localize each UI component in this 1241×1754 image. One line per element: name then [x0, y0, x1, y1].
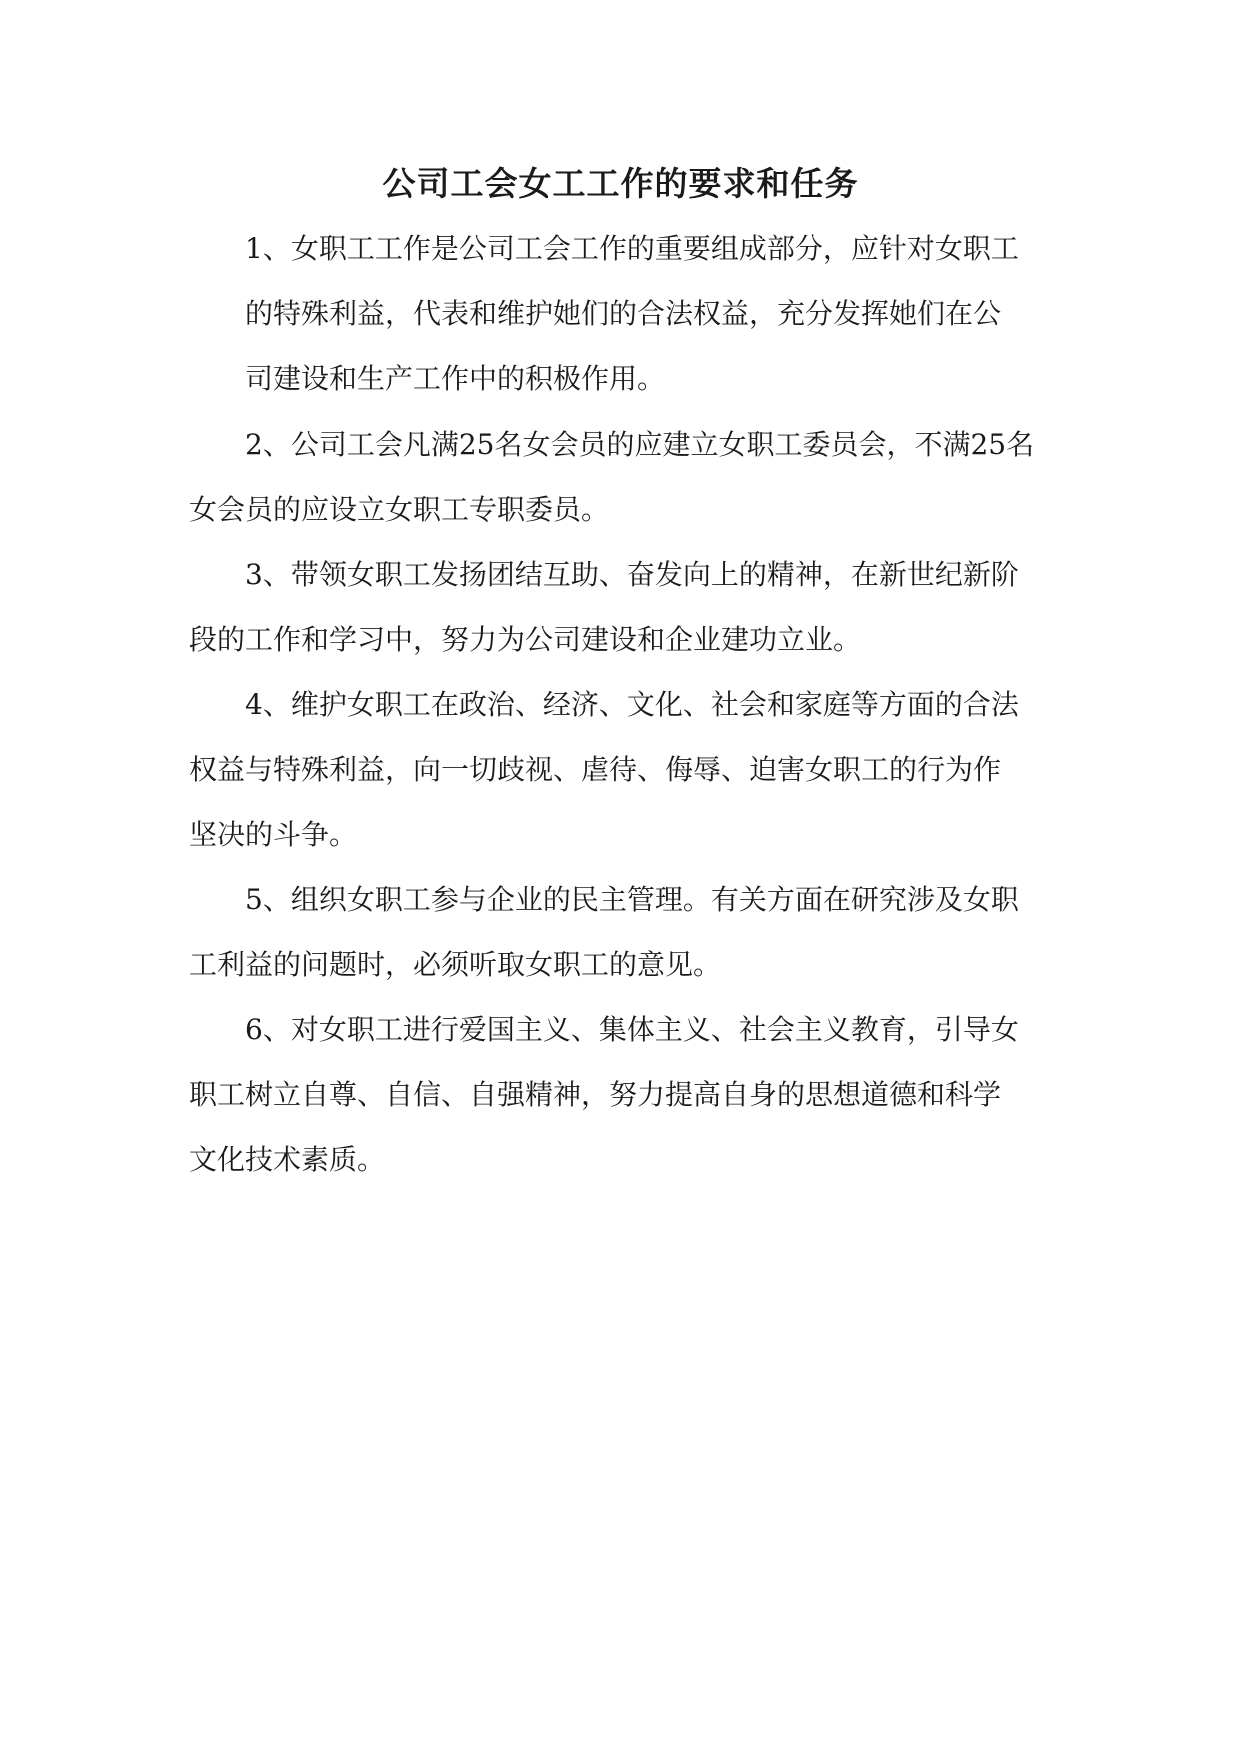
paragraph-line: 6、对女职工进行爱国主义、集体主义、社会主义教育，引导女: [245, 1013, 1019, 1046]
paragraph-line: 4、维护女职工在政治、经济、文化、社会和家庭等方面的合法: [245, 688, 1019, 721]
paragraph-line: 权益与特殊利益，向一切歧视、虐待、侮辱、迫害女职工的行为作: [189, 753, 1002, 786]
paragraph-line: 工利益的问题时，必须听取女职工的意见。: [189, 948, 722, 981]
paragraph-4: [189, 672, 1019, 867]
paragraph-line: 1、女职工工作是公司工会工作的重要组成部分，应针对女职工: [245, 232, 1019, 265]
paragraph-6: [189, 997, 1019, 1192]
paragraph-3: [189, 542, 1019, 672]
paragraph-2: [189, 412, 1034, 542]
paragraph-line: 段的工作和学习中，努力为公司建设和企业建功立业。: [189, 623, 862, 656]
paragraph-line: 职工树立自尊、自信、自强精神，努力提高自身的思想道德和科学: [189, 1078, 1002, 1111]
paragraph-line: 2、公司工会凡满25名女会员的应建立女职工委员会，不满25名: [245, 428, 1035, 461]
paragraph-5: [189, 867, 1019, 997]
paragraph-line: 文化技术素质。: [189, 1143, 386, 1176]
paragraph-line: 女会员的应设立女职工专职委员。: [189, 493, 610, 526]
paragraph-line: 坚决的斗争。: [189, 818, 358, 851]
paragraph-line: 司建设和生产工作中的积极作用。: [245, 362, 666, 395]
paragraph-line: 3、带领女职工发扬团结互助、奋发向上的精神，在新世纪新阶: [245, 558, 1019, 591]
paragraph-line: 的特殊利益，代表和维护她们的合法权益，充分发挥她们在公: [245, 297, 1002, 330]
paragraph-1: [245, 216, 1019, 411]
document-title: 公司工会女工工作的要求和任务: [382, 164, 859, 203]
paragraph-line: 5、组织女职工参与企业的民主管理。有关方面在研究涉及女职: [245, 883, 1019, 916]
